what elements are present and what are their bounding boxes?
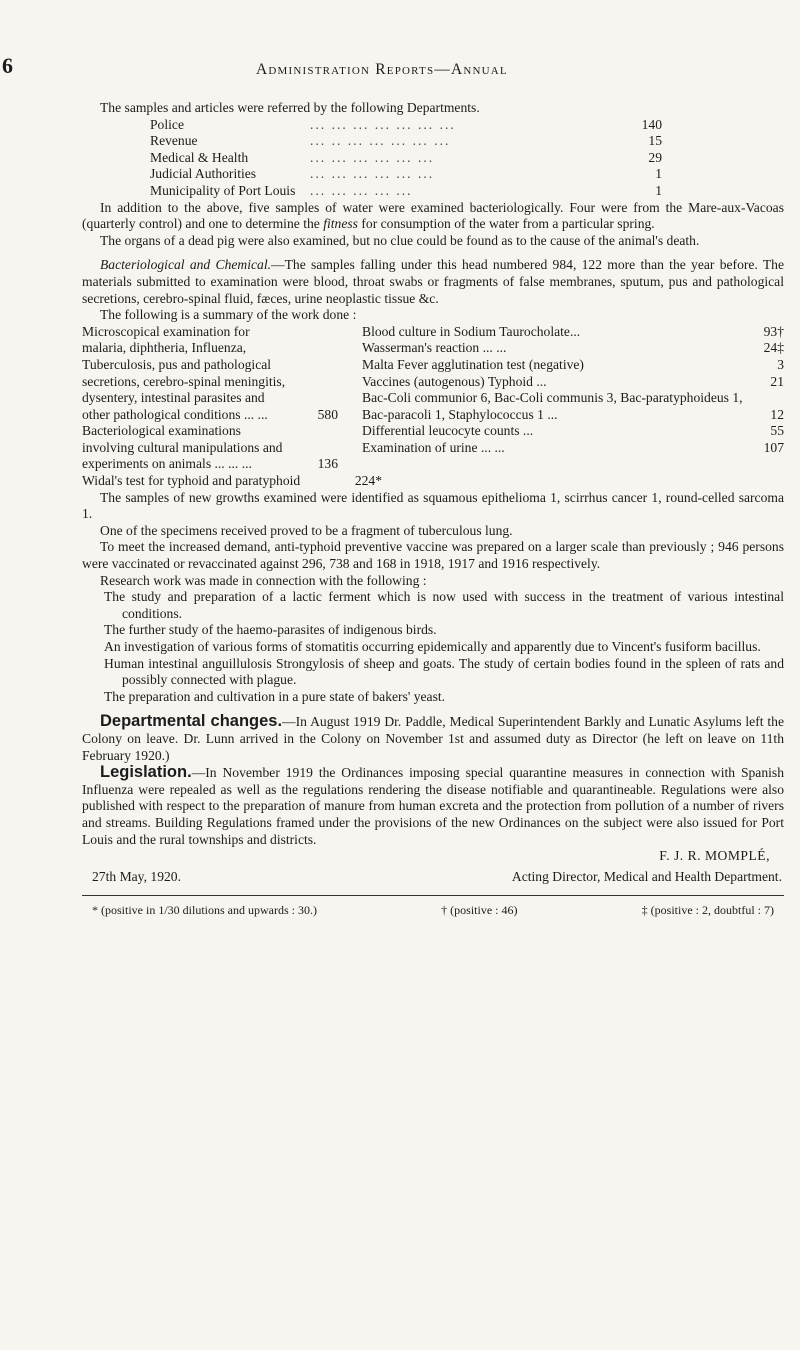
department-count: 140 <box>641 116 662 132</box>
leader-dots: ... ... ... ... ... ... ... <box>310 116 456 132</box>
departmental-changes-text: —In August 1919 Dr. Paddle, Medical Superintendent Barkly and Lunatic Asylums left the Colony on leave. Dr. Lunn arrived in the Colony on November 1st and assumed duty as Director (he left on leave on 11th February 1920.) <box>82 714 784 763</box>
summary-item-value: 55 <box>770 423 784 439</box>
department-list <box>150 117 662 200</box>
pig-paragraph: The organs of a dead pig were also examined, but no clue could be found as to the cause of the animal's death. <box>100 232 700 248</box>
signature-row <box>82 869 784 886</box>
legislation-paragraph <box>82 764 784 848</box>
bacteriological-text: —The samples falling under this head numbered 984, 122 more than the year before. The materials submitted to examination were blood, throat swabs or fragments of false membranes, sputum, pus and pathological secretions, cerebro-spinal fluid, fæces, urine neoplastic tissue &c. <box>82 257 784 306</box>
research-item: The preparation and cultivation in a pure state of bakers' yeast. <box>104 688 446 704</box>
summary-item-text: Microscopical examination for malaria, diphtheria, Influenza, Tuberculosis, pus and pathological secretions, cerebro-spinal meningitis, dysentery, intestinal parasites and other pathological conditions ... ... <box>82 323 286 422</box>
bacteriological-heading: Bacteriological and Chemical. <box>100 257 272 273</box>
summary-item-value: 12 <box>770 406 784 422</box>
summary-item-value: 580 <box>317 406 338 422</box>
department-row <box>150 183 662 200</box>
summary-columns <box>82 324 784 490</box>
summary-item-text: Vaccines (autogenous) Typhoid ... <box>362 373 547 389</box>
water-text: In addition to the above, five samples of water were examined bacteriologically. Four were from the Mare-aux-Vacoas (quarterly control) and one to determine the <box>82 199 784 232</box>
summary-item <box>82 423 338 473</box>
department-name: Medical & Health <box>150 149 249 165</box>
leader-dots: ... ... ... ... ... ... <box>310 149 435 165</box>
research-item: The study and preparation of a lactic ferment which is now used with success in the treatment of various intestinal conditions. <box>104 589 784 621</box>
summary-right-column <box>362 324 784 490</box>
research-item: The further study of the haemo-parasites of indigenous birds. <box>104 622 437 638</box>
summary-item-text: Malta Fever agglutination test (negative) <box>362 356 584 372</box>
leader-dots: ... .. ... ... ... ... ... <box>310 133 451 149</box>
summary-item-value: 21 <box>770 373 784 389</box>
department-name: Judicial Authorities <box>150 166 257 182</box>
water-text-end: for consumption of the water from a particular spring. <box>361 216 655 232</box>
department-row <box>150 166 662 183</box>
summary-item-text: Differential leucocyte counts ... <box>362 423 534 439</box>
summary-item-value: 136 <box>317 456 338 472</box>
summary-item-value: 224* <box>354 473 382 489</box>
department-name: Municipality of Port Louis <box>150 182 296 198</box>
page-number: 6 <box>2 53 13 78</box>
research-item: Human intestinal anguillulosis Strongylosis of sheep and goats. The study of certain bodies found in the spleen of rats and possibly connected with plague. <box>104 655 784 688</box>
vaccine-paragraph: To meet the increased demand, anti-typhoid preventive vaccine was prepared on a larger scale than previously ; 946 persons were vaccinated or revaccinated against 296, 738 and 168 in 1918, 1917 and 1916 respectively. <box>82 539 784 572</box>
department-count: 29 <box>648 149 662 165</box>
leader-dots: ... ... ... ... ... ... <box>310 166 435 182</box>
research-list <box>104 589 784 705</box>
department-name: Police <box>150 116 184 132</box>
legislation-heading: Legislation. <box>100 763 192 782</box>
leader-dots: ... ... ... ... ... <box>310 182 413 198</box>
summary-item-text: Bac-Coli communior 6, Bac-Coli communis 3, Bac-paratyphoideus 1, Bac-paracoli 1, Staphylococcus 1 ... <box>362 390 743 422</box>
department-row <box>150 117 662 134</box>
departmental-changes-paragraph <box>82 713 784 764</box>
legislation-text: —In November 1919 the Ordinances imposing special quarantine measures in connection with Spanish Influenza were repealed as well as the regulations rendering the disease notifiable and quarantineable. Regulations were also published with respect to the preparation of manure from human excreta and the protection from pollution of a number of rivers and streams. Building Regulations framed under the provisions of the new Ordinances on the subject were also issued for Port Louis and the rural townships and districts. <box>82 765 784 847</box>
footnote: † (positive : 46) <box>441 903 518 918</box>
summary-item <box>362 357 784 374</box>
summary-item <box>362 340 784 357</box>
running-header: Administration Reports—Annual <box>256 61 508 78</box>
signature-date: 27th May, 1920. <box>92 868 181 884</box>
summary-item-text: Blood culture in Sodium Taurocholate... <box>362 323 581 339</box>
bacteriological-paragraph <box>82 257 784 307</box>
water-emphasis: fitness <box>323 216 358 232</box>
summary-item <box>362 423 784 440</box>
summary-item <box>82 324 338 424</box>
department-count: 1 <box>655 166 662 182</box>
report-body <box>82 100 784 919</box>
summary-item-text: Examination of urine ... ... <box>362 439 505 455</box>
footnote: * (positive in 1/30 dilutions and upwards : 30.) <box>92 903 317 918</box>
signature-name: F. J. R. MOMPLÉ, <box>659 848 770 864</box>
summary-item-value: 24‡ <box>763 340 784 356</box>
research-item: An investigation of various forms of stomatitis occurring epidemically and apparently due to Vincent's fusiform bacillus. <box>104 639 761 654</box>
summary-item-text: Wasserman's reaction ... ... <box>362 340 507 356</box>
summary-intro: The following is a summary of the work done : <box>100 307 357 323</box>
lung-paragraph: One of the specimens received proved to be a fragment of tuberculous lung. <box>100 522 513 538</box>
summary-item <box>82 473 382 490</box>
department-count: 15 <box>648 133 662 149</box>
summary-item-value: 3 <box>777 356 784 372</box>
summary-intro-row <box>82 307 784 324</box>
footnotes <box>82 902 784 919</box>
summary-item-value: 93† <box>763 323 784 339</box>
summary-item-text: Widal's test for typhoid and paratyphoid <box>82 473 301 489</box>
departments-intro: The samples and articles were referred by the following Departments. <box>100 100 480 115</box>
department-row <box>150 133 662 150</box>
summary-item <box>362 440 784 457</box>
department-name: Revenue <box>150 133 198 149</box>
departmental-changes-heading: Departmental changes. <box>100 712 283 731</box>
signature-title: Acting Director, Medical and Health Department. <box>511 868 782 884</box>
department-row <box>150 150 662 167</box>
research-intro: Research work was made in connection with the following : <box>100 572 427 588</box>
footnote: ‡ (positive : 2, doubtful : 7) <box>641 903 774 918</box>
growths-paragraph: The samples of new growths examined were identified as squamous epithelioma 1, scirrhus cancer 1, round-celled sarcoma 1. <box>82 489 784 522</box>
summary-item-value: 107 <box>763 439 784 455</box>
summary-item <box>362 374 784 391</box>
summary-left-column <box>82 323 382 490</box>
department-count: 1 <box>655 182 662 198</box>
summary-item-text: Bacteriological examinations involving cultural manipulations and experiments on animals ... ... ... <box>82 423 283 472</box>
footnote-divider <box>82 895 784 896</box>
summary-item <box>362 390 784 423</box>
summary-item <box>362 324 784 341</box>
water-paragraph <box>82 200 784 233</box>
